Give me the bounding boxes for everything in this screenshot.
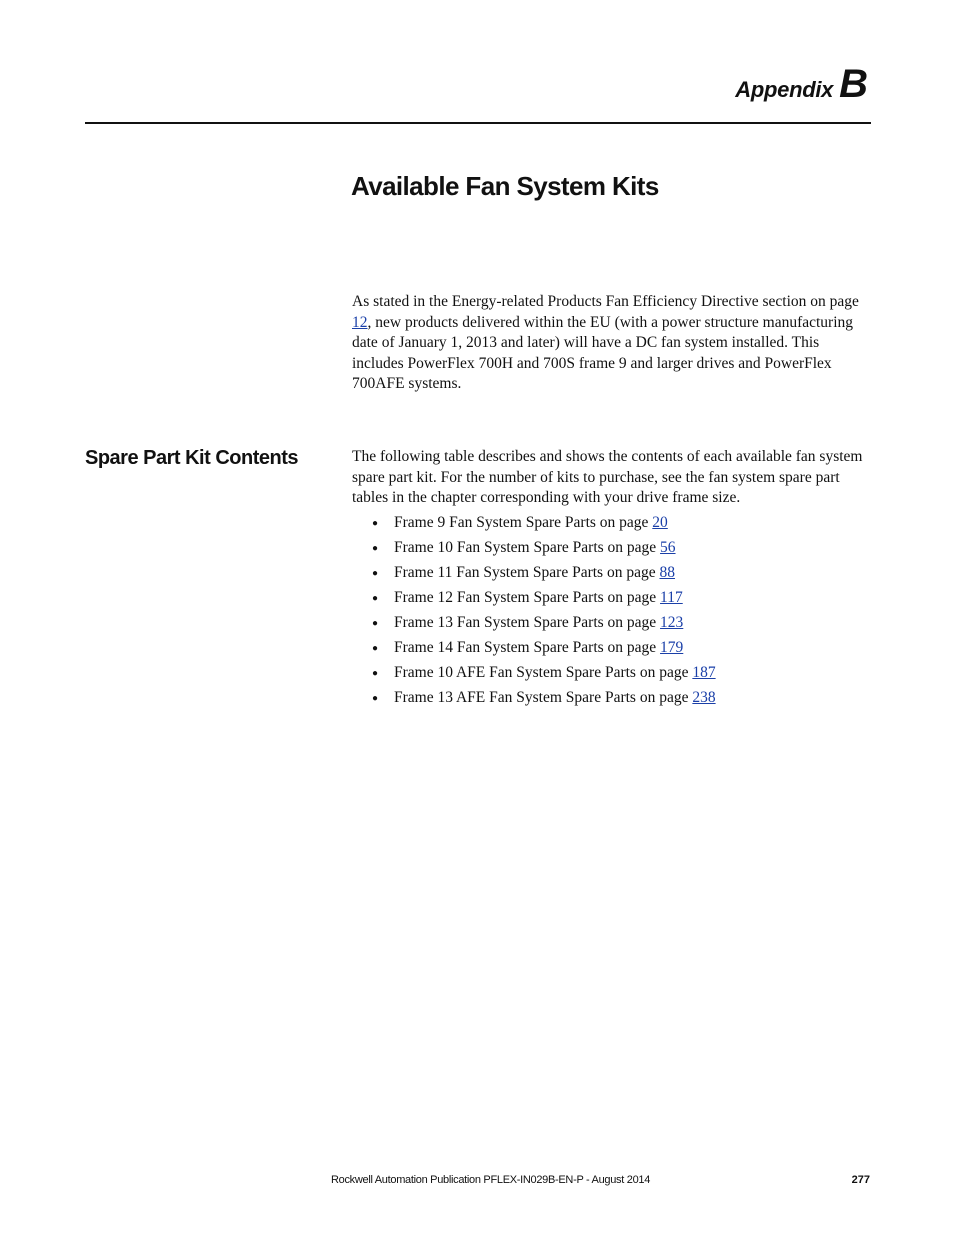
bullet-icon: ● [372, 543, 379, 554]
page-link[interactable]: 117 [660, 589, 683, 606]
list-item-text: Frame 14 Fan System Spare Parts on page [394, 639, 661, 656]
bullet-icon: ● [372, 568, 379, 579]
bullet-icon: ● [372, 668, 379, 679]
page-link[interactable]: 20 [652, 514, 668, 531]
list-item-text: Frame 9 Fan System Spare Parts on page [394, 514, 653, 531]
bullet-icon: ● [372, 518, 379, 529]
list-item [372, 512, 716, 537]
list-item-text: Frame 12 Fan System Spare Parts on page [394, 589, 661, 606]
intro-text-end: , new products delivered within the EU (with a power structure manufacturing date of January 1, 2013 and later) will have a DC fan system installed. This includes PowerFlex 700H and 700S frame 9 and larger drives and PowerFlex 700AFE systems. [352, 313, 854, 392]
page-link[interactable]: 238 [692, 689, 716, 706]
appendix-word: Appendix [735, 77, 834, 102]
intro-paragraph [352, 292, 874, 395]
section-body: The following table describes and shows the contents of each available fan system spare part kit. For the number of kits to purchase, see the fan system spare part tables in the chapter corresponding with your drive frame size. [352, 448, 863, 506]
bullet-icon: ● [372, 593, 379, 604]
header-rule [85, 122, 871, 124]
list-item [372, 687, 716, 712]
page-link[interactable]: 179 [660, 639, 684, 656]
list-item [372, 537, 716, 562]
page-link[interactable]: 88 [659, 564, 675, 581]
list-item-text: Frame 10 AFE Fan System Spare Parts on page [394, 664, 693, 681]
bullet-icon: ● [372, 618, 379, 629]
page-number: 277 [851, 1174, 870, 1186]
list-item [372, 587, 716, 612]
list-item-text: Frame 11 Fan System Spare Parts on page [394, 564, 660, 581]
list-item-text: Frame 13 Fan System Spare Parts on page [394, 614, 661, 631]
list-item [372, 662, 716, 687]
bullet-icon: ● [372, 643, 379, 654]
page-link[interactable]: 56 [660, 539, 676, 556]
list-item-text: Frame 10 Fan System Spare Parts on page [394, 539, 661, 556]
fan-kit-list [372, 512, 716, 712]
footer-publication: Rockwell Automation Publication PFLEX-IN029B-EN-P - August 2014 [331, 1174, 651, 1186]
appendix-letter: B [839, 62, 868, 106]
section-heading: Spare Part Kit Contents [85, 447, 298, 469]
bullet-icon: ● [372, 693, 379, 704]
page-link[interactable]: 187 [692, 664, 716, 681]
page-link[interactable]: 123 [660, 614, 684, 631]
page-title: Available Fan System Kits [351, 171, 659, 201]
list-item [372, 562, 716, 587]
list-item-text: Frame 13 AFE Fan System Spare Parts on page [394, 689, 693, 706]
intro-page-link[interactable]: 12 [352, 313, 368, 331]
list-item [372, 637, 716, 662]
appendix-heading [735, 62, 868, 107]
intro-text-start: As stated in the Energy-related Products Fan Efficiency Directive section on page [352, 293, 859, 310]
list-item [372, 612, 716, 637]
